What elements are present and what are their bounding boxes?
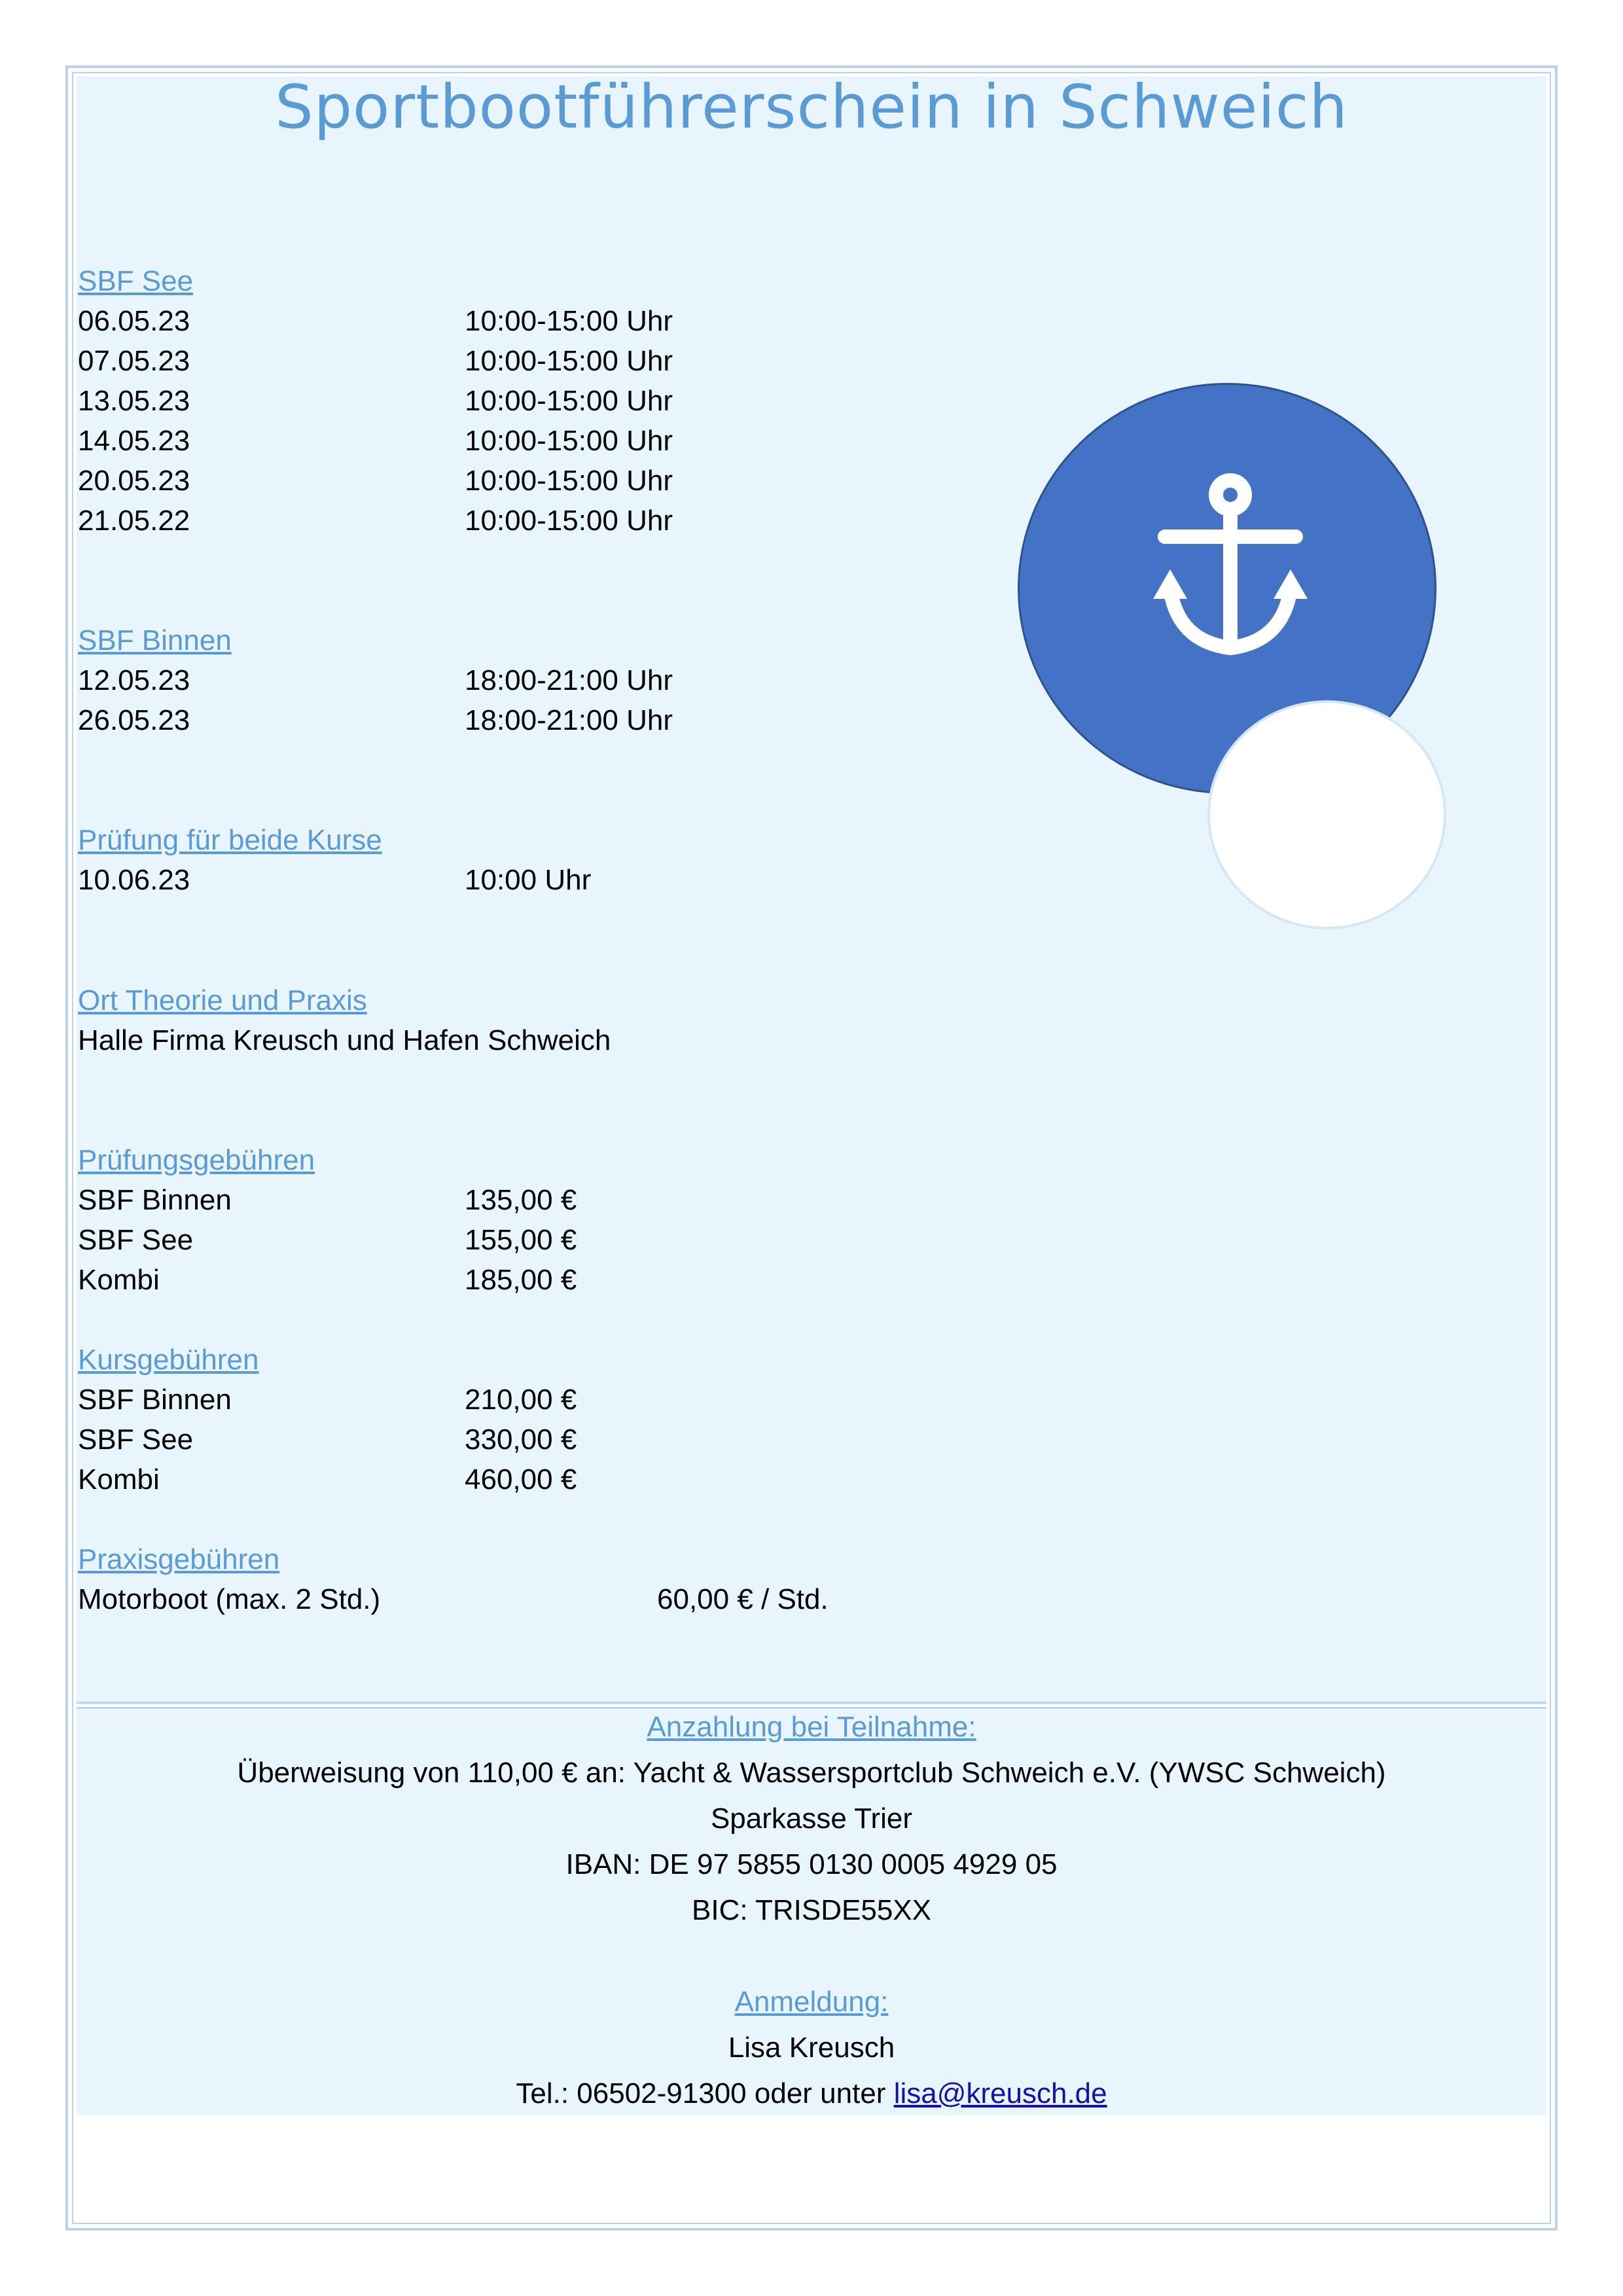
page-title: Sportbootführerschein in Schweich — [275, 72, 1348, 142]
kursgebuehren-heading: Kursgebühren — [78, 1344, 259, 1376]
fee-label: Kombi — [78, 1264, 160, 1296]
sbf-see-date: 07.05.23 — [78, 345, 190, 377]
sbf-binnen-time: 18:00-21:00 Uhr — [465, 704, 673, 736]
bank-name: Sparkasse Trier — [710, 1803, 913, 1835]
anchor-icon — [1139, 471, 1322, 668]
fee-label: SBF See — [78, 1224, 194, 1256]
sbf-binnen-date: 26.05.23 — [78, 704, 190, 736]
fee-label: SBF Binnen — [78, 1384, 232, 1416]
praxisgebuehren-heading: Praxisgebühren — [78, 1543, 280, 1575]
praxis-price: 60,00 € / Std. — [657, 1583, 829, 1615]
contact-name: Lisa Kreusch — [728, 2032, 895, 2064]
fee-price: 155,00 € — [465, 1224, 577, 1256]
fee-price: 210,00 € — [465, 1384, 577, 1416]
fee-price: 330,00 € — [465, 1424, 577, 1456]
sbf-see-time: 10:00-15:00 Uhr — [465, 345, 673, 377]
fee-label: Kombi — [78, 1463, 160, 1496]
praxis-label: Motorboot (max. 2 Std.) — [78, 1583, 381, 1615]
fee-price: 460,00 € — [465, 1463, 577, 1496]
sbf-see-date: 13.05.23 — [78, 385, 190, 417]
sbf-see-heading: SBF See — [78, 265, 194, 297]
white-circle — [1207, 700, 1446, 929]
sbf-binnen-heading: SBF Binnen — [78, 624, 232, 656]
pruefungsgebuehren-heading: Prüfungsgebühren — [78, 1144, 315, 1176]
fee-price: 135,00 € — [465, 1184, 577, 1216]
sbf-see-date: 21.05.22 — [78, 505, 190, 537]
sbf-see-date: 14.05.23 — [78, 425, 190, 457]
pruefung-date: 10.06.23 — [78, 864, 190, 896]
ort-text: Halle Firma Kreusch und Hafen Schweich — [78, 1024, 611, 1056]
sbf-see-time: 10:00-15:00 Uhr — [465, 505, 673, 537]
sbf-see-time: 10:00-15:00 Uhr — [465, 425, 673, 457]
sbf-see-time: 10:00-15:00 Uhr — [465, 465, 673, 497]
anzahlung-heading: Anzahlung bei Teilnahme: — [647, 1711, 976, 1743]
sbf-see-time: 10:00-15:00 Uhr — [465, 305, 673, 337]
fee-price: 185,00 € — [465, 1264, 577, 1296]
sbf-binnen-time: 18:00-21:00 Uhr — [465, 664, 673, 696]
ort-heading: Ort Theorie und Praxis — [78, 984, 367, 1016]
contact-line — [77, 2071, 1546, 2117]
anmeldung-heading: Anmeldung: — [734, 1986, 889, 2018]
contact-phone: Tel.: 06502-91300 oder unter — [516, 2077, 894, 2109]
anzahlung-transfer: Überweisung von 110,00 € an: Yacht & Wassersportclub Schweich e.V. (YWSC Schweich) — [237, 1757, 1386, 1789]
sbf-see-time: 10:00-15:00 Uhr — [465, 385, 673, 417]
pruefung-time: 10:00 Uhr — [465, 864, 592, 896]
sbf-binnen-date: 12.05.23 — [78, 664, 190, 696]
sbf-see-date: 20.05.23 — [78, 465, 190, 497]
email-link[interactable]: lisa@kreusch.de — [893, 2077, 1107, 2109]
bic: BIC: TRISDE55XX — [692, 1894, 931, 1926]
pruefung-heading: Prüfung für beide Kurse — [78, 824, 382, 856]
fee-label: SBF Binnen — [78, 1184, 232, 1216]
iban: IBAN: DE 97 5855 0130 0005 4929 05 — [565, 1848, 1058, 1880]
divider — [77, 1702, 1546, 1704]
fee-label: SBF See — [78, 1424, 194, 1456]
sbf-see-date: 06.05.23 — [78, 305, 190, 337]
